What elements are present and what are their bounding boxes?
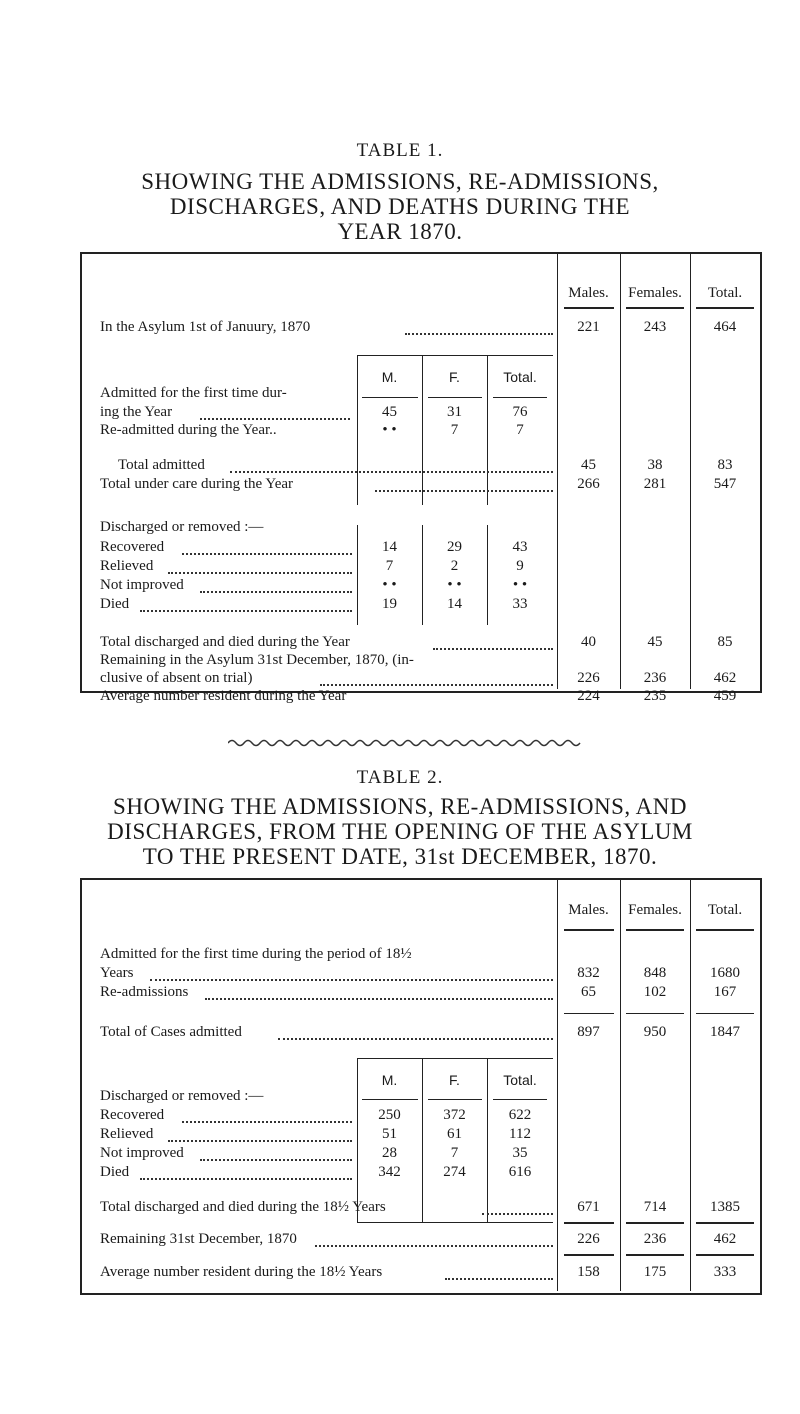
t2-col-header-females: Females. (628, 902, 682, 918)
recovered-total: 43 (512, 539, 528, 555)
t2-not-improved-m: 28 (382, 1145, 397, 1161)
table2-title-line2: DISCHARGES, FROM THE OPENING OF THE ASYLUM (107, 819, 693, 844)
t2-relieved-label: Relieved (100, 1126, 154, 1142)
total-admitted-females: 38 (647, 457, 663, 473)
admitted-first-f: 31 (447, 404, 462, 420)
col-header-males: Males. (568, 285, 609, 301)
t2-total-cases-males: 897 (577, 1024, 600, 1040)
under-care-males: 266 (577, 476, 600, 492)
col-header-total: Total. (707, 285, 743, 301)
relieved-m: 7 (385, 558, 394, 574)
sub-header-total: Total. (503, 369, 537, 385)
row-in-asylum-label: In the Asylum 1st of Januury, 1870 (100, 319, 311, 335)
t2-average-total: 333 (713, 1264, 737, 1280)
readmitted-f: 7 (450, 422, 459, 438)
died-label: Died (100, 596, 130, 612)
t2-admitted-first-total: 1680 (710, 965, 740, 981)
average-females: 235 (643, 688, 667, 704)
admitted-first-m: 45 (382, 404, 397, 420)
not-improved-m: • • (382, 577, 397, 593)
t2-readmissions-label: Re-admissions (100, 984, 189, 1000)
average-males: 224 (577, 688, 600, 704)
t2-admitted-first-label-1: Admitted for the first time during the period of 18½ (100, 946, 412, 962)
total-admitted-label: Total admitted (118, 457, 205, 473)
t2-not-improved-label: Not improved (100, 1145, 184, 1161)
t2-died-m: 342 (378, 1164, 401, 1180)
t2-recovered-label: Recovered (100, 1107, 165, 1123)
total-discharged-label: Total discharged and died during the Year (100, 634, 350, 650)
t2-admitted-first-label-2: Years (100, 965, 134, 981)
average-total: 459 (713, 688, 737, 704)
died-total: 33 (512, 596, 528, 612)
t2-discharged-header: Discharged or removed :— (100, 1088, 264, 1104)
under-care-females: 281 (643, 476, 667, 492)
in-asylum-total: 464 (713, 319, 737, 335)
t2-col-header-total: Total. (707, 902, 743, 918)
relieved-label: Relieved (100, 558, 154, 574)
t2-relieved-f: 61 (447, 1126, 462, 1142)
in-asylum-males: 221 (577, 319, 600, 335)
t2-sub-header-f: F. (449, 1072, 460, 1088)
t2-total-discharged-males: 671 (577, 1199, 600, 1215)
readmitted-total: 7 (516, 422, 524, 438)
relieved-total: 9 (516, 558, 524, 574)
t2-admitted-first-males: 832 (577, 965, 600, 981)
t2-total-discharged-females: 714 (643, 1199, 667, 1215)
t2-remaining-females: 236 (643, 1231, 667, 1247)
t2-recovered-m: 250 (378, 1107, 401, 1123)
readmitted-label: Re-admitted during the Year.. (100, 422, 277, 438)
t2-sub-header-total: Total. (503, 1072, 537, 1088)
t2-admitted-first-females: 848 (643, 965, 667, 981)
t2-recovered-total: 622 (508, 1107, 532, 1123)
t2-relieved-total: 112 (509, 1126, 531, 1142)
recovered-label: Recovered (100, 539, 165, 555)
in-asylum-females: 243 (643, 319, 667, 335)
total-admitted-males: 45 (581, 457, 596, 473)
col-header-females: Females. (628, 285, 682, 301)
t2-average-males: 158 (577, 1264, 600, 1280)
total-under-care-label: Total under care during the Year (100, 476, 294, 492)
t2-col-header-males: Males. (568, 902, 609, 918)
remaining-females: 236 (643, 670, 667, 686)
t2-sub-header-m: M. (381, 1072, 398, 1088)
died-f: 14 (447, 596, 462, 612)
remaining-label-2: clusive of absent on trial) (100, 670, 253, 686)
table1-label: TABLE 1. (356, 140, 444, 161)
t2-remaining-males: 226 (577, 1231, 600, 1247)
readmitted-m: • • (382, 422, 397, 438)
sub-header-f: F. (449, 369, 460, 385)
t2-total-discharged-label: Total discharged and died during the 18½ Years (100, 1199, 386, 1215)
t2-average-label: Average number resident during the 18½ Years (100, 1264, 383, 1280)
admitted-first-total: 76 (512, 404, 528, 420)
t2-remaining-total: 462 (713, 1231, 737, 1247)
t2-relieved-m: 51 (382, 1126, 397, 1142)
t2-remaining-label: Remaining 31st December, 1870 (100, 1231, 297, 1247)
not-improved-label: Not improved (100, 577, 184, 593)
table2-title-line1: SHOWING THE ADMISSIONS, RE-ADMISSIONS, AND (113, 794, 687, 819)
table1-title-line2: DISCHARGES, AND DEATHS DURING THE (169, 194, 631, 219)
recovered-f: 29 (447, 539, 462, 555)
t2-not-improved-f: 7 (450, 1145, 459, 1161)
t2-not-improved-total: 35 (512, 1145, 528, 1161)
table1-title-line1: SHOWING THE ADMISSIONS, RE-ADMISSIONS, (141, 169, 659, 194)
remaining-males: 226 (577, 670, 600, 686)
t2-total-cases-total: 1847 (710, 1024, 740, 1040)
t2-died-label: Died (100, 1164, 130, 1180)
discharged-header: Discharged or removed :— (100, 519, 264, 535)
average-label: Average number resident during the Year (100, 688, 347, 704)
t2-readmissions-males: 65 (581, 984, 596, 1000)
under-care-total: 547 (713, 476, 737, 492)
total-admitted-total: 83 (717, 457, 733, 473)
t2-recovered-f: 372 (443, 1107, 466, 1123)
wavy-divider (228, 738, 584, 748)
admitted-first-label-1: Admitted for the first time dur- (100, 385, 287, 401)
table2-label: TABLE 2. (356, 767, 444, 788)
admitted-first-label-2: ing the Year (100, 404, 173, 420)
total-discharged-females: 45 (647, 634, 663, 650)
t2-died-f: 274 (443, 1164, 466, 1180)
relieved-f: 2 (450, 558, 459, 574)
recovered-m: 14 (382, 539, 397, 555)
t2-died-total: 616 (508, 1164, 532, 1180)
died-m: 19 (382, 596, 397, 612)
t2-average-females: 175 (643, 1264, 667, 1280)
remaining-total: 462 (713, 670, 737, 686)
total-discharged-males: 40 (581, 634, 596, 650)
remaining-label-1: Remaining in the Asylum 31st December, 1870, (in- (100, 652, 414, 668)
t2-readmissions-females: 102 (643, 984, 667, 1000)
table2-title-line3: TO THE PRESENT DATE, 31st DECEMBER, 1870. (142, 844, 658, 869)
not-improved-f: • • (447, 577, 462, 593)
t2-total-cases-females: 950 (643, 1024, 667, 1040)
t2-total-discharged-total: 1385 (710, 1199, 740, 1215)
total-discharged-total: 85 (717, 634, 733, 650)
t2-total-cases-label: Total of Cases admitted (100, 1024, 242, 1040)
sub-header-m: M. (381, 369, 398, 385)
t2-readmissions-total: 167 (713, 984, 737, 1000)
table1-title-line3: YEAR 1870. (337, 219, 463, 244)
not-improved-total: • • (512, 577, 528, 593)
